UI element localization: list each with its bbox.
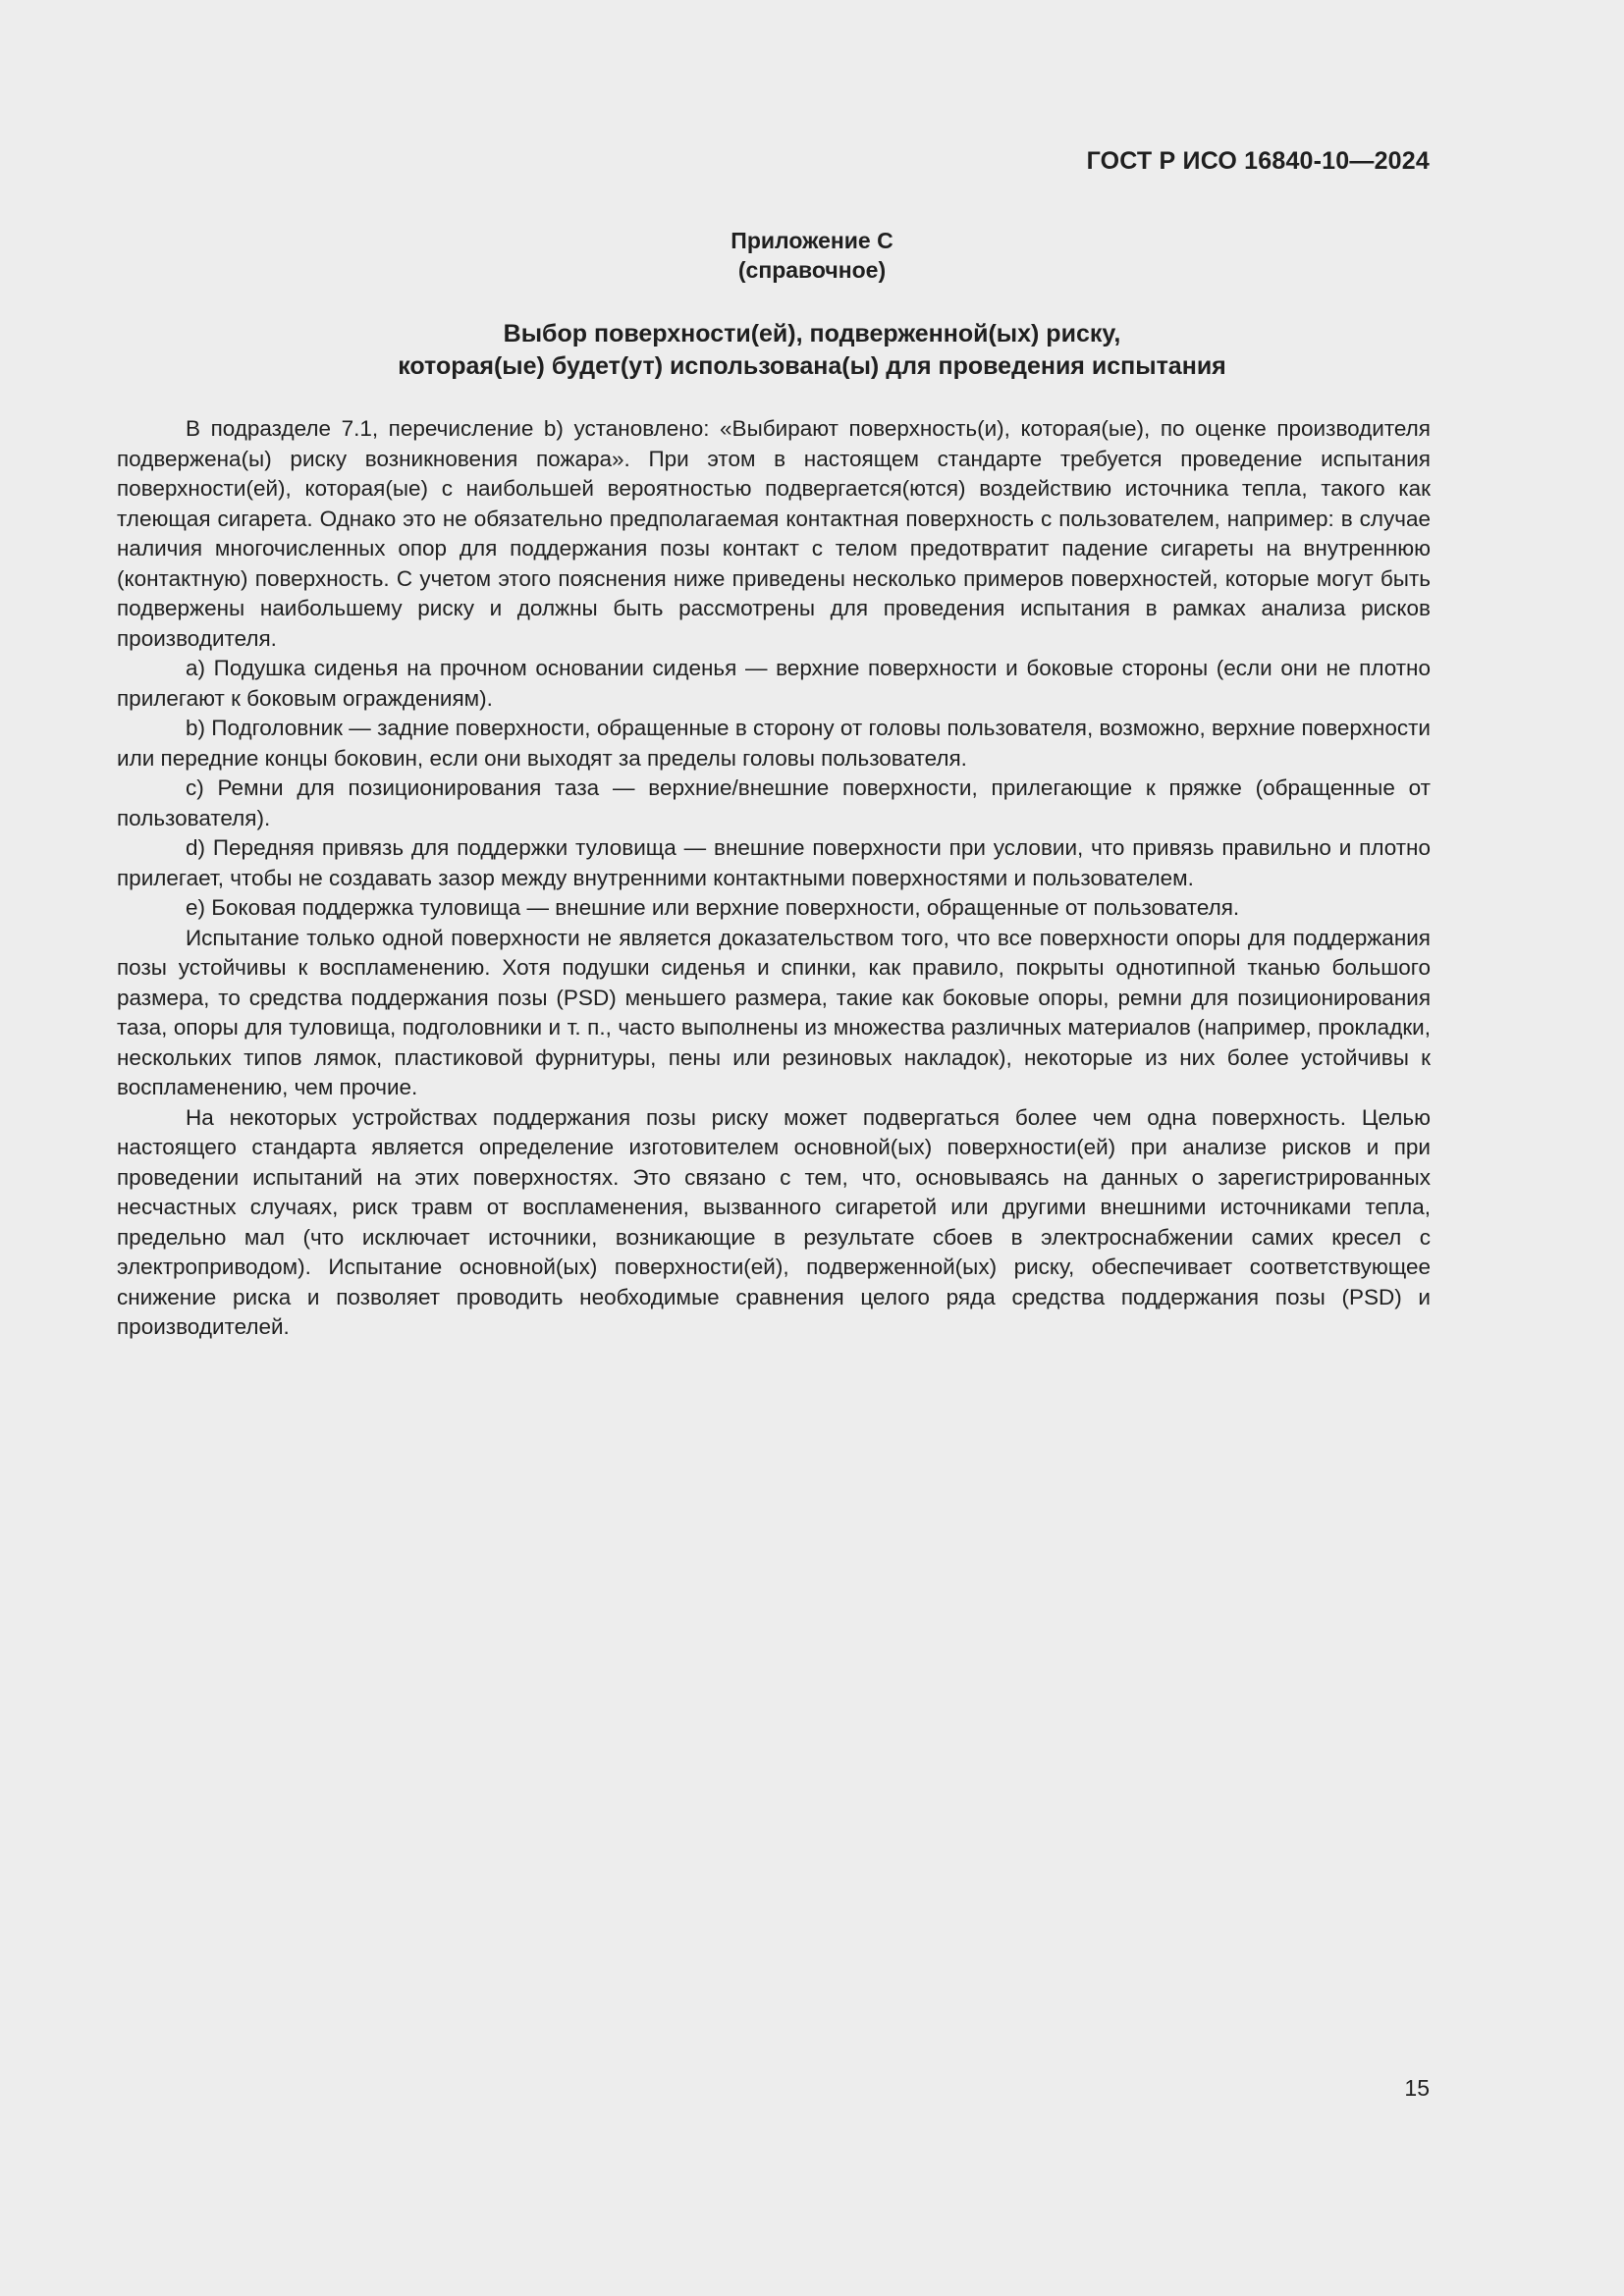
- list-item-d: d) Передняя привязь для поддержки туловища — внешние поверхности при условии, что привязь правильно и плотно прилегает, чтобы не создавать зазор между внутренними контактными поверхностями и пользователем.: [117, 835, 1431, 890]
- list-item-b: b) Подголовник — задние поверхности, обращенные в сторону от головы пользователя, возможно, верхние поверхности или передние концы боковин, если они выходят за пределы головы пользователя.: [117, 716, 1431, 771]
- document-code: ГОСТ Р ИСО 16840-10—2024: [1086, 147, 1430, 175]
- paragraph-multiple-surfaces: На некоторых устройствах поддержания позы риску может подвергаться более чем одна поверхность. Целью настоящего стандарта является определение изготовителем основной(ых) поверхности(ей) при анализе рисков и при проведении испытаний на этих поверхностях. Это связано с тем, что, основываясь на данных о зарегистрированных несчастных случаях, риск травм от воспламенения, вызванного сигаретой или другими внешними источниками тепла, предельно мал (что исключает источники, возникающие в результате сбоев в электроснабжении самих кресел с электроприводом). Испытание основной(ых) поверхности(ей), подверженной(ых) риску, обеспечивает соответствующее снижение риска и позволяет проводить необходимые сравнения целого ряда средства поддержания позы (PSD) и производителей.: [117, 1104, 1431, 1339]
- body-text: [117, 414, 1431, 1343]
- appendix-heading: [0, 226, 1624, 285]
- title-line-1: Выбор поверхности(ей), подверженной(ых) риску,: [503, 320, 1121, 347]
- paragraph-single-surface: Испытание только одной поверхности не является доказательством того, что все поверхности опоры для поддержания позы устойчивы к воспламенению. Хотя подушки сиденья и спинки, как правило, покрыты однотипной тканью большого размера, то средства поддержания позы (PSD) меньшего размера, такие как боковые опоры, ремни для позиционирования таза, опоры для туловища, подголовники и т. п., часто выполнены из множества различных материалов (например, прокладки, нескольких типов лямок, пластиковой фурнитуры, пены или резиновых накладок), некоторые из них более устойчивы к воспламенению, чем прочие.: [117, 925, 1431, 1099]
- list-item-c: c) Ремни для позиционирования таза — верхние/внешние поверхности, прилегающие к пряжке (обращенные от пользователя).: [117, 775, 1431, 830]
- appendix-kind: (справочное): [737, 257, 887, 283]
- list-item-a: a) Подушка сиденья на прочном основании сиденья — верхние поверхности и боковые стороны (если они не плотно прилегают к боковым ограждениям).: [117, 656, 1431, 711]
- appendix-label: Приложение С: [731, 228, 893, 253]
- list-item-e: e) Боковая поддержка туловища — внешние или верхние поверхности, обращенные от пользователя.: [186, 895, 1240, 920]
- page-number: 15: [1404, 2075, 1430, 2101]
- paragraph-intro: В подразделе 7.1, перечисление b) установлено: «Выбирают поверхность(и), которая(ые), по оценке производителя подвержена(ы) риску возникновения пожара». При этом в настоящем стандарте требуется проведение испытания поверхности(ей), которая(ые) с наибольшей вероятностью подвергается(ются) воздействию источника тепла, такого как тлеющая сигарета. Однако это не обязательно предполагаемая контактная поверхность с пользователем, например: в случае наличия многочисленных опор для поддержания позы контакт с телом предотвратит падение сигареты на внутреннюю (контактную) поверхность. С учетом этого пояснения ниже приведены несколько примеров поверхностей, которые могут быть подвержены наибольшему риску и должны быть рассмотрены для проведения испытания в рамках анализа рисков производителя.: [117, 416, 1431, 651]
- appendix-title: [0, 318, 1624, 383]
- title-line-2: которая(ые) будет(ут) использована(ы) для проведения испытания: [398, 352, 1226, 380]
